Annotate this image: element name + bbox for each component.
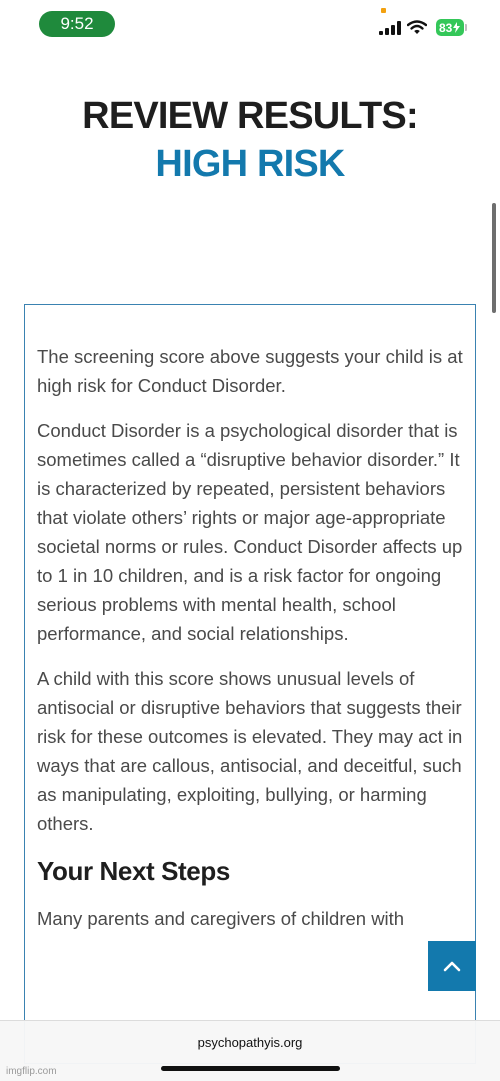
wifi-icon	[407, 20, 427, 35]
url-text[interactable]: psychopathyis.org	[197, 1035, 303, 1050]
results-card-body	[37, 342, 469, 949]
battery-indicator	[436, 19, 464, 36]
title-line-risk-level: HIGH RISK	[155, 143, 345, 185]
back-to-top-button[interactable]	[428, 941, 476, 991]
next-steps-paragraph: Many parents and caregivers of children with	[37, 908, 405, 929]
status-bar	[0, 0, 500, 48]
battery-level: 83	[439, 20, 453, 35]
page-scrollbar[interactable]	[492, 203, 496, 313]
score-meaning-paragraph: A child with this score shows unusual levels of antisocial or disruptive behaviors that suggests their risk for these outcomes is elevated. They may act in ways that are callous, antisocial, and deceitful, such as manipulating, exploiting, bullying, or harming others.	[37, 668, 463, 834]
home-indicator[interactable]	[161, 1066, 340, 1071]
charging-bolt-icon	[453, 22, 460, 33]
page-title	[0, 92, 500, 188]
conduct-disorder-paragraph: Conduct Disorder is a psychological disorder that is sometimes called a “disruptive behavior disorder.” It is characterized by repeated, persistent behaviors that violate others’ rights or major age-appropriate societal norms or rules. Conduct Disorder affects up to 1 in 10 children, and is a risk factor for ongoing serious problems with mental health, school performance, and social relationships.	[37, 420, 463, 644]
summary-paragraph: The screening score above suggests your child is at high risk for Conduct Disorder.	[37, 346, 463, 396]
privacy-indicator-dot	[381, 8, 386, 13]
chevron-up-icon	[443, 960, 461, 972]
browser-address-bar[interactable]	[0, 1020, 500, 1081]
battery-tip	[465, 24, 467, 31]
title-line-results: REVIEW RESULTS:	[82, 95, 418, 137]
imgflip-watermark: imgflip.com	[6, 1066, 57, 1077]
cellular-signal-icon	[379, 21, 401, 35]
next-steps-heading: Your Next Steps	[37, 856, 230, 886]
results-card	[24, 304, 476, 1064]
status-time: 9:52	[39, 11, 115, 37]
